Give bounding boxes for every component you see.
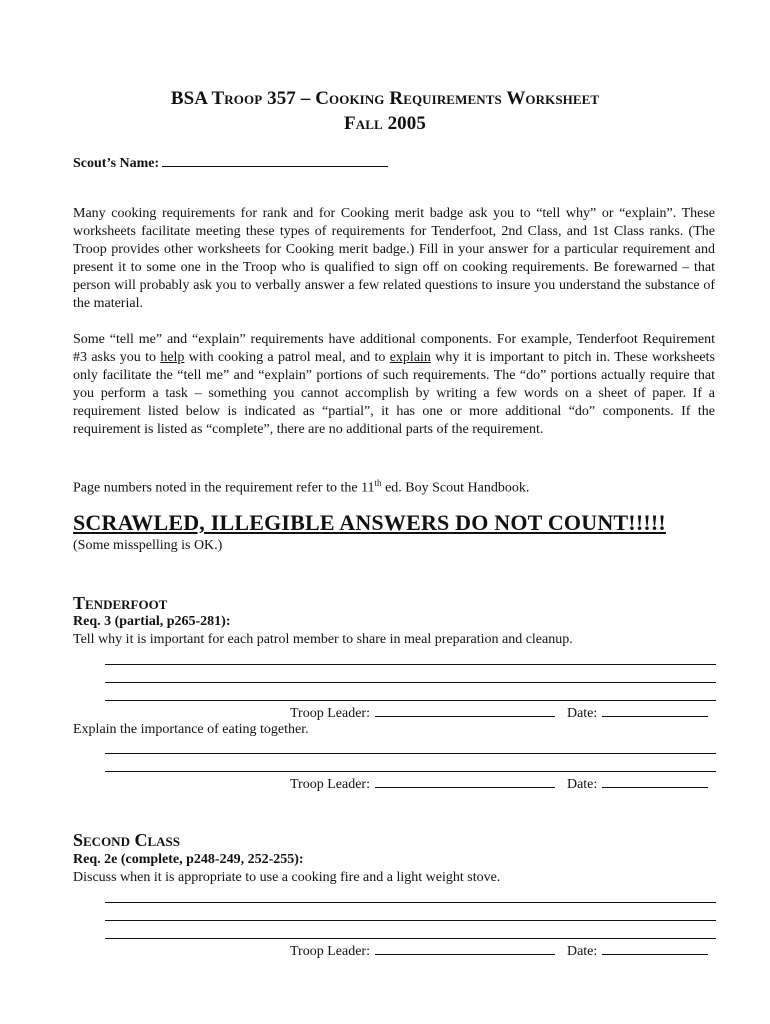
troop-leader-field[interactable]	[375, 942, 555, 955]
answer-line[interactable]	[105, 700, 716, 701]
intro-p2-explain: explain	[389, 350, 431, 365]
troop-leader-label: Troop Leader:	[290, 944, 370, 959]
intro-p3-text-a: Page numbers noted in the requirement refer to the 11	[73, 480, 375, 496]
scout-name-row	[73, 153, 388, 172]
answer-line[interactable]	[105, 753, 716, 754]
tenderfoot-question-1: Tell why it is important for each patrol member to share in meal preparation and cleanup.	[73, 632, 573, 647]
answer-line[interactable]	[105, 682, 716, 683]
date-label: Date:	[566, 706, 598, 721]
signoff-row	[290, 704, 708, 722]
signoff-row	[290, 775, 708, 793]
intro-p2-help: help	[160, 350, 185, 365]
troop-leader-field[interactable]	[375, 704, 555, 717]
date-label: Date:	[566, 944, 598, 959]
date-label: Date:	[566, 777, 598, 792]
date-field[interactable]	[602, 942, 708, 955]
page-title: BSA Troop 357 – Cooking Requirements Worksheet	[170, 88, 600, 109]
troop-leader-label: Troop Leader:	[290, 706, 370, 721]
section-heading-second-class: Second Class	[73, 830, 180, 850]
troop-leader-label: Troop Leader:	[290, 777, 370, 792]
answer-line[interactable]	[105, 771, 716, 772]
intro-p2-text-b: with cooking a patrol meal, and to	[184, 350, 390, 365]
second-class-req-label: Req. 2e (complete, p248-249, 252-255):	[73, 852, 304, 867]
intro-p3-sup: th	[374, 478, 382, 488]
answer-line[interactable]	[105, 902, 716, 903]
scout-name-label: Scout’s Name:	[73, 156, 160, 171]
signoff-row	[290, 942, 708, 960]
scout-name-field[interactable]	[162, 153, 388, 167]
intro-p2-text-a: Some “tell me” and “explain” requirements have additional components. For example, Tenderfoot Requirement #3 asks you to	[73, 332, 715, 365]
tenderfoot-question-2: Explain the importance of eating together.	[73, 722, 309, 737]
second-class-question-1: Discuss when it is appropriate to use a cooking fire and a light weight stove.	[73, 870, 501, 885]
date-field[interactable]	[602, 704, 708, 717]
date-field[interactable]	[602, 775, 708, 788]
section-heading-tenderfoot: Tenderfoot	[73, 593, 168, 613]
intro-paragraph-1: Many cooking requirements for rank and for Cooking merit badge ask you to “tell why” or “explain”. These worksheets facilitate meeting these types of requirements for Tenderfoot, 2nd Class, and 1st Class ranks. (The Troop provides other worksheets for Cooking merit badge.) Fill in your answer for a particular requirement and present it to some one in the Troop who is qualified to sign off on cooking requirements. Be forewarned – that person will probably ask you to verbally answer a few related questions to insure you understand the substance of the material.	[73, 206, 715, 311]
intro-paragraph-2	[73, 331, 715, 439]
intro-paragraph-3	[73, 474, 715, 498]
intro-p2-text-c: why it is important to pitch in. These worksheets only facilitate the “tell me” and “explain” portions of such requirements. The “do” portions actually require that you perform a task – something you cannot accomplish by writing a few words on a sheet of paper. If a requirement listed below is indicated as “partial”, it has one or more additional “do” components. If the requirement is listed as “complete”, there are no additional parts of the requirement.	[73, 350, 715, 437]
answer-line[interactable]	[105, 938, 716, 939]
tenderfoot-req-label: Req. 3 (partial, p265-281):	[73, 614, 231, 629]
troop-leader-field[interactable]	[375, 775, 555, 788]
answer-line[interactable]	[105, 920, 716, 921]
warning-headline: SCRAWLED, ILLEGIBLE ANSWERS DO NOT COUNT!!!!!	[73, 510, 666, 535]
answer-line[interactable]	[105, 664, 716, 665]
page-subtitle: Fall 2005	[344, 113, 426, 134]
warning-note: (Some misspelling is OK.)	[73, 538, 223, 553]
intro-p3-text-b: ed. Boy Scout Handbook.	[381, 480, 530, 496]
